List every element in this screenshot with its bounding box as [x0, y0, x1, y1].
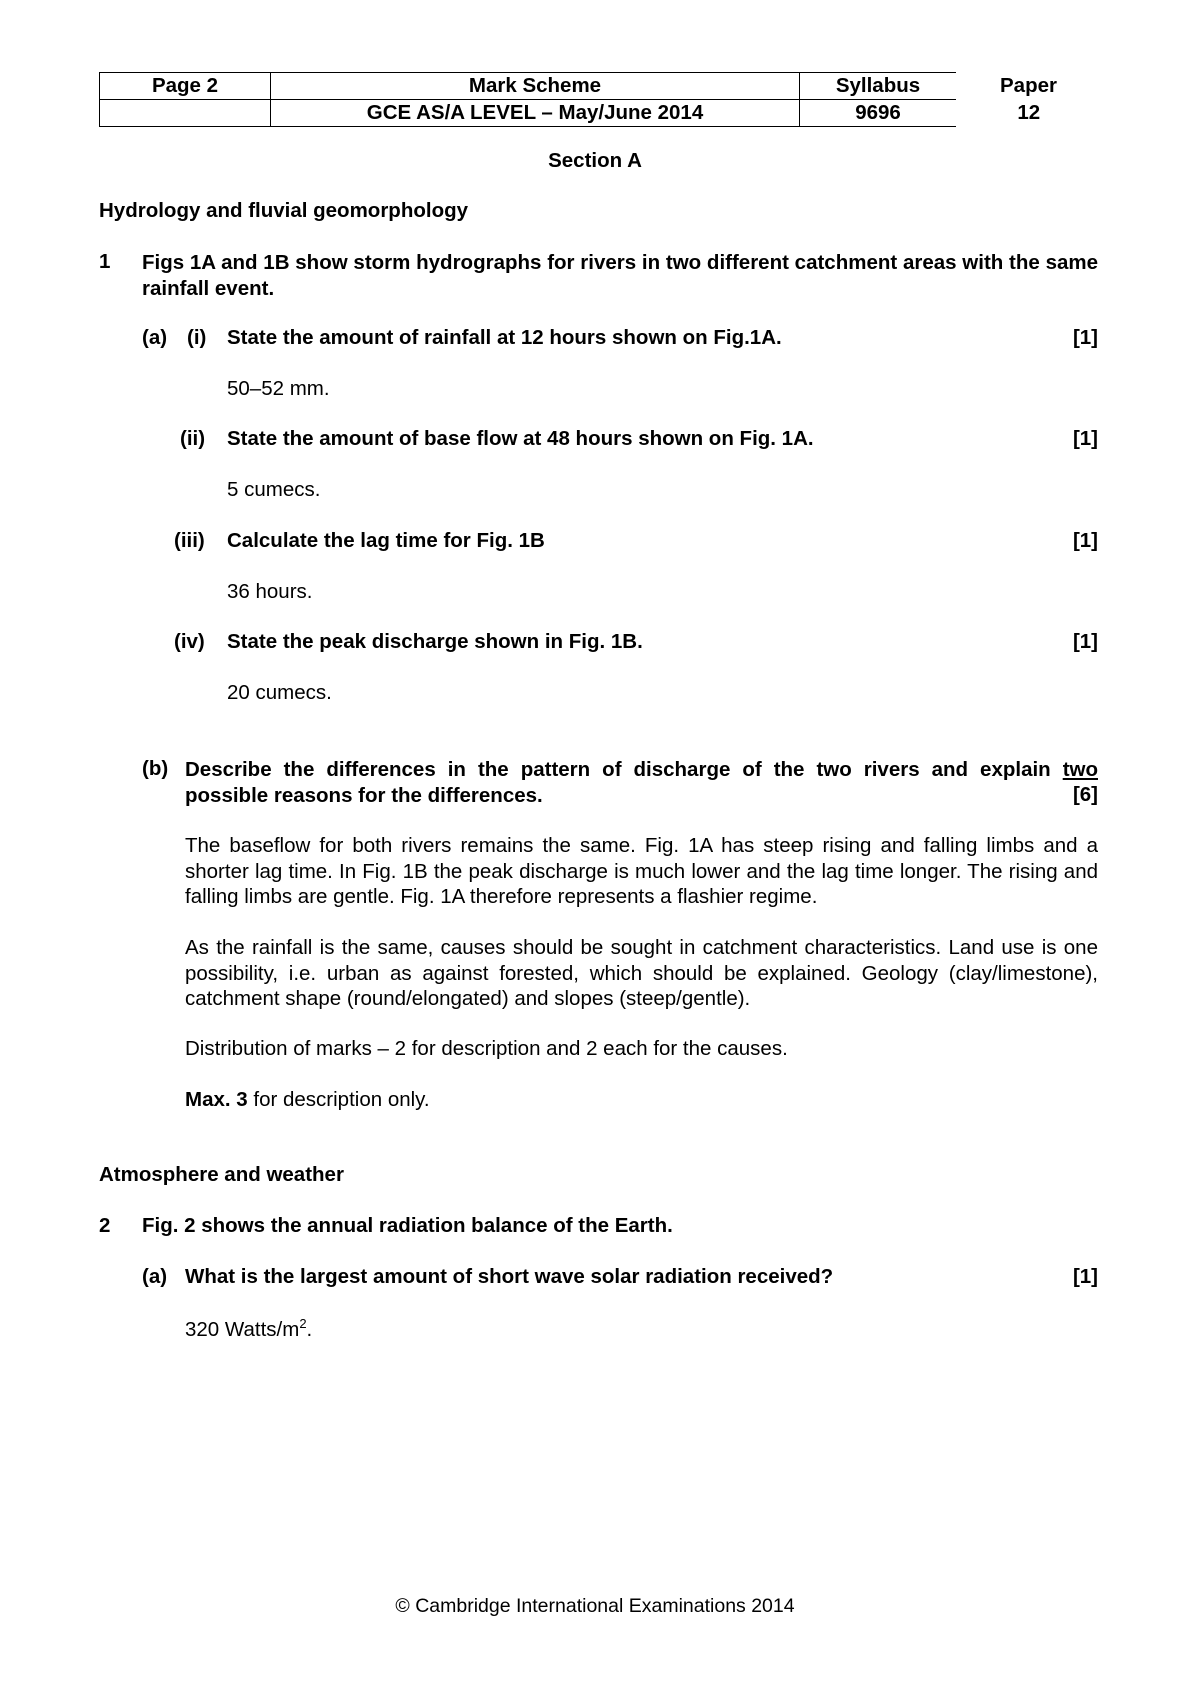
q1-number: 1: [99, 250, 111, 273]
q2a-mark: [1]: [1072, 1265, 1098, 1288]
q1ai-label: (i): [187, 326, 207, 349]
q2-number: 2: [99, 1214, 111, 1237]
q1b-question-underlined: two: [1062, 758, 1098, 781]
q1b-question-part2: possible reasons for the differences.: [185, 784, 543, 807]
q2a-label: (a): [142, 1265, 168, 1288]
header-syllabus-code: 9696: [800, 100, 957, 127]
q1ai-mark: [1]: [1072, 326, 1098, 349]
q1-stem: Figs 1A and 1B show storm hydrographs for rivers in two different catchment areas with the same rainfall event.: [142, 251, 1098, 300]
q1aiv-answer: 20 cumecs.: [227, 681, 332, 704]
header-title: Mark Scheme: [271, 73, 800, 100]
topic-heading-atmosphere: Atmosphere and weather: [99, 1163, 344, 1186]
q1b-answer-paragraph-1: The baseflow for both rivers remains the same. Fig. 1A has steep rising and falling limbs and a shorter lag time. In Fig. 1B the peak discharge is much lower and the lag time longer. The rising and falling limbs are gentle. Fig. 1A therefore represents a flashier regime.: [185, 834, 1098, 908]
header-table: [99, 72, 1102, 127]
q2-stem: Fig. 2 shows the annual radiation balance of the Earth.: [142, 1214, 673, 1237]
header-paper-number: 12: [1017, 101, 1041, 124]
q1b-answer-paragraph-2: As the rainfall is the same, causes should be sought in catchment characteristics. Land use is one possibility, i.e. urban as against forested, which should be explained. Geology (clay/limestone), catchment shape (round/elongated) and slopes (steep/gentle).: [185, 936, 1098, 1010]
q1aiii-question: Calculate the lag time for Fig. 1B: [227, 529, 545, 552]
section-title: Section A: [548, 149, 642, 172]
q1ai-answer: 50–52 mm.: [227, 377, 330, 400]
q1aiii-mark: [1]: [1072, 529, 1098, 552]
q1aii-answer: 5 cumecs.: [227, 478, 321, 501]
q1b-answer-paragraph-3: Distribution of marks – 2 for description and 2 each for the causes.: [185, 1037, 788, 1060]
q2a-answer-main: 320 Watts/m: [185, 1317, 300, 1341]
topic-heading-hydrology: Hydrology and fluvial geomorphology: [99, 199, 469, 222]
q1b-max-text: for description only.: [247, 1088, 430, 1111]
q2a-question: What is the largest amount of short wave solar radiation received?: [185, 1265, 834, 1288]
q1aii-question: State the amount of base flow at 48 hours shown on Fig. 1A.: [227, 427, 814, 450]
header-page: Page 2: [100, 73, 271, 100]
q1b-max-label: Max. 3: [185, 1088, 248, 1111]
header-paper-label: Paper: [1000, 74, 1057, 97]
q2a-answer-end: .: [306, 1317, 313, 1341]
footer-copyright: © Cambridge International Examinations 2014: [395, 1595, 795, 1617]
q1ai-question: State the amount of rainfall at 12 hours shown on Fig.1A.: [227, 326, 782, 349]
q1aii-label: (ii): [180, 427, 206, 450]
q1aii-mark: [1]: [1072, 427, 1098, 450]
q1a-label: (a): [142, 326, 168, 349]
q1b-question-line1: [185, 757, 1098, 783]
q1b-mark: [6]: [1072, 783, 1098, 806]
q1aiii-answer: 36 hours.: [227, 580, 313, 603]
q1aiv-question: State the peak discharge shown in Fig. 1B.: [227, 630, 643, 653]
q2a-answer: [185, 1316, 312, 1342]
q1b-question-part1: Describe the differences in the pattern of discharge of the two rivers and explain: [185, 758, 1051, 781]
q2a-answer-superscript: 2: [299, 1316, 307, 1331]
q1aiv-mark: [1]: [1072, 630, 1098, 653]
q1aiii-label: (iii): [174, 529, 205, 552]
q1b-answer-paragraph-4: [185, 1087, 1098, 1113]
header-empty-cell: [100, 100, 271, 127]
header-syllabus-label: Syllabus: [800, 73, 957, 100]
q1b-label: (b): [142, 757, 169, 780]
q1aiv-label: (iv): [174, 630, 205, 653]
header-exam: GCE AS/A LEVEL – May/June 2014: [271, 100, 800, 127]
